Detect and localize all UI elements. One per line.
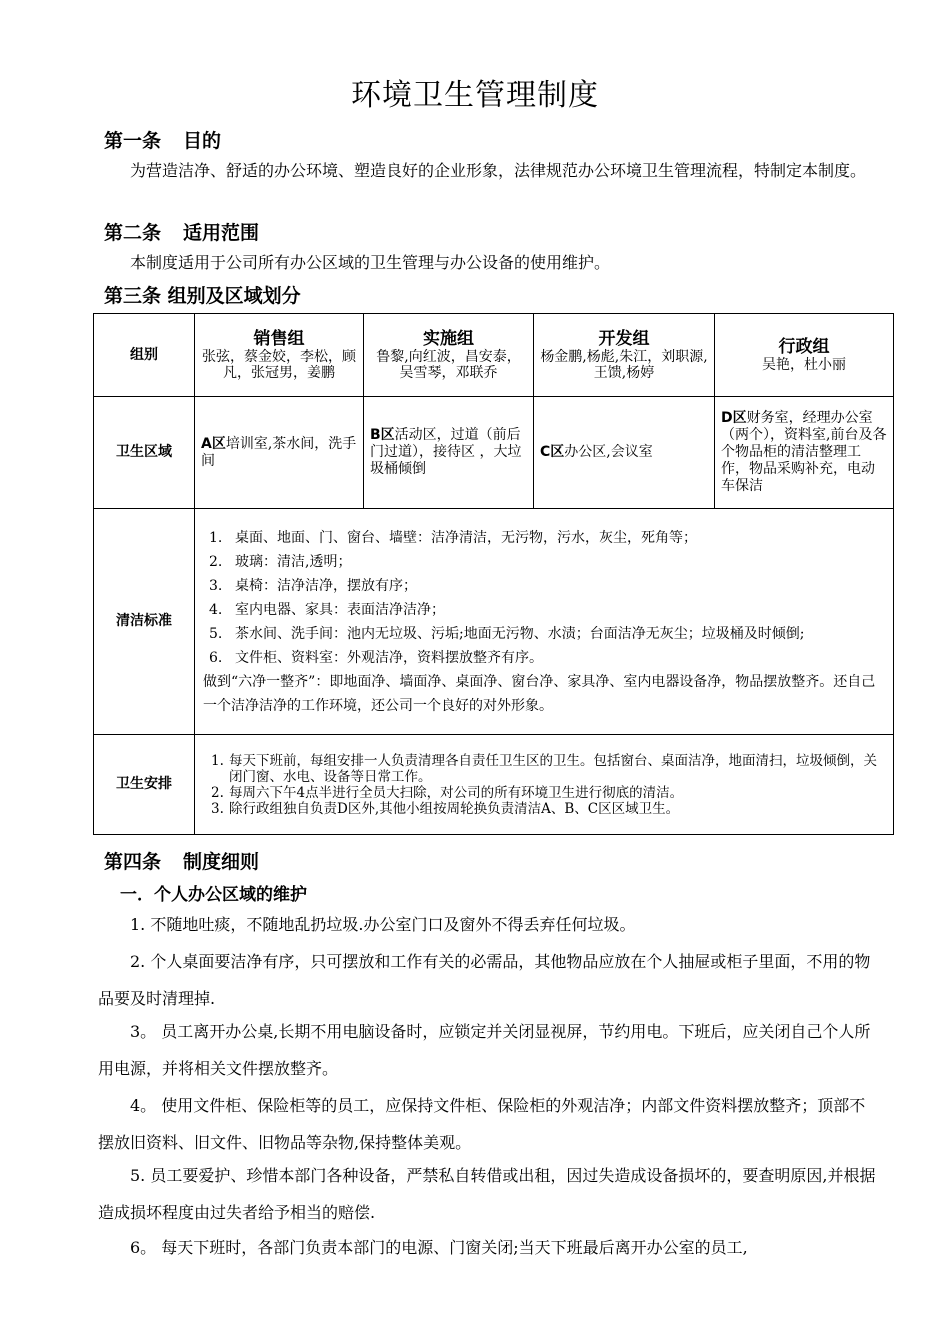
list-item: 3. 桌椅：洁净洁净，摆放有序； [209, 577, 417, 594]
list-item: 4. 室内电器、家具：表面洁净洁净； [209, 601, 445, 618]
rule-item: 3。 员工离开办公桌,长期不用电脑设备时，应锁定并关闭显视屏，节约用电。下班后，应关闭自己个人所用电源，并将相关文件摆放整齐。 [98, 1022, 871, 1078]
list-item: 2. 玻璃：清洁,透明； [209, 553, 352, 570]
article-1-name: 目的 [183, 130, 222, 152]
rule-item: 4。 使用文件柜、保险柜等的员工，应保持文件柜、保险柜的外观洁净；内部文件资料摆放整齐；顶部不摆放旧资料、旧文件、旧物品等杂物,保持整体美观。 [98, 1096, 866, 1152]
list-item: 3. 除行政组独自负责D区外,其他小组按周轮换负责清洁A、B、C区区域卫生。 [211, 800, 680, 817]
standards-note: 做到“六净一整齐”：即地面净、墙面净、桌面净、窗台净、家具净、室内电器设备净，物品摆放整齐。还自己一个洁净洁净的工作环境，还公司一个良好的对外形象。 [203, 673, 876, 714]
group-cell [364, 314, 534, 397]
table-row-standards [94, 509, 894, 735]
group-cell [715, 314, 894, 397]
table-row-areas [94, 397, 894, 509]
rule-item: 2. 个人桌面要洁净有序，只可摆放和工作有关的必需品，其他物品应放在个人抽屉或柜子里面，不用的物品要及时清理掉. [98, 952, 871, 1008]
article-2-text: 本制度适用于公司所有办公区域的卫生管理与办公设备的使用维护。 [130, 253, 611, 272]
group-cell [195, 314, 364, 397]
arrangements-list [203, 753, 885, 817]
row-label-areas: 卫生区域 [94, 397, 195, 509]
list-item: 5. 茶水间、洗手间：池内无垃圾、污垢;地面无污物、水渍；台面洁净无灰尘；垃圾桶及时倾倒; [209, 625, 805, 642]
group-members: 吴艳，杜小丽 [762, 357, 846, 373]
row-label-groups: 组别 [94, 314, 195, 397]
row-label-standards: 清洁标准 [94, 509, 195, 735]
group-name: 销售组 [253, 329, 305, 349]
list-item: 1. 桌面、地面、门、窗台、墙壁：洁净清洁，无污物，污水，灰尘，死角等； [209, 529, 697, 546]
arrangements-cell [195, 735, 894, 835]
area-desc: 培训室,茶水间，洗手间 [201, 435, 357, 469]
group-name: 开发组 [598, 329, 650, 349]
area-code: B区 [370, 427, 395, 443]
article-4-heading [104, 847, 259, 874]
row-label-arrangements: 卫生安排 [94, 735, 195, 835]
group-name: 实施组 [423, 329, 474, 349]
article-4-name: 制度细则 [183, 851, 260, 873]
rule-item: 1. 不随地吐痰，不随地乱扔垃圾.办公室门口及窗外不得丢弃任何垃圾。 [130, 915, 636, 934]
group-members: 张弦，蔡金姣，李松，顾凡，张冠男，姜鹏 [202, 349, 356, 381]
article-1-text: 为营造洁净、舒适的办公环境、塑造良好的企业形象，法律规范办公环境卫生管理流程，特制定本制度。 [130, 161, 867, 180]
area-desc: 活动区，过道（前后门过道），接待区 ，大垃圾桶倾倒 [370, 427, 522, 477]
article-1-heading [104, 126, 221, 153]
list-item: 2. 每周六下午4点半进行全员大扫除，对公司的所有环境卫生进行彻底的清洁。 [211, 784, 684, 801]
area-desc: 财务室，经理办公室（两个），资料室,前台及各个物品柜的清洁整理工作，物品采购补充，电动车保洁 [721, 410, 887, 494]
article-3-heading: 第三条 组别及区域划分 [104, 285, 301, 307]
article-2-name: 适用范围 [183, 222, 260, 244]
rule-item: 6。 每天下班时，各部门负责本部门的电源、门窗关闭;当天下班最后离开办公室的员工, [130, 1238, 748, 1257]
group-cell [534, 314, 715, 397]
zone-table [93, 313, 894, 835]
article-4-number: 第四条 [104, 851, 162, 873]
area-code: D区 [721, 410, 747, 426]
group-members: 鲁黎,向红波，昌安泰，吴雪琴，邓联乔 [376, 349, 521, 381]
area-code: C区 [540, 444, 565, 460]
rule-item: 5. 员工要爱护、珍惜本部门各种设备，严禁私自转借或出租，因过失造成设备损坏的，要查明原因,并根据造成损坏程度由过失者给予相当的赔偿. [98, 1166, 876, 1222]
list-item: 6. 文件柜、资料室：外观洁净，资料摆放整齐有序。 [209, 649, 543, 666]
standards-list [203, 526, 885, 670]
article-1-number: 第一条 [104, 130, 162, 152]
article-2-number: 第二条 [104, 222, 162, 244]
area-cell [534, 397, 715, 509]
area-cell [364, 397, 534, 509]
document-title: 环境卫生管理制度 [351, 78, 599, 113]
list-item: 1. 每天下班前，每组安排一人负责清理各自责任卫生区的卫生。包括窗台、桌面洁净，地面清扫，垃圾倾倒，关闭门窗、水电、设备等日常工作。 [211, 752, 877, 785]
area-cell [715, 397, 894, 509]
table-row-arrangements [94, 735, 894, 835]
group-members: 杨金鹏,杨彪,朱江，刘职源,王馈,杨婷 [540, 349, 708, 381]
article-2-heading [104, 218, 259, 245]
area-desc: 办公区,会议室 [564, 444, 653, 460]
standards-cell [195, 509, 894, 735]
area-cell [195, 397, 364, 509]
area-code: A区 [201, 435, 226, 452]
section-heading: 一．个人办公区域的维护 [120, 885, 307, 905]
table-row-groups [94, 314, 894, 397]
group-name: 行政组 [778, 337, 830, 357]
